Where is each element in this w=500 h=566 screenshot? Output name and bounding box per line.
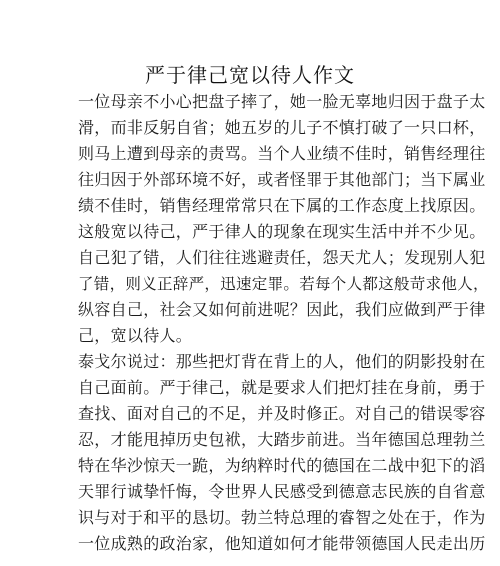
paragraph-line: 特在华沙惊天一跪，为纳粹时代的德国在二战中犯下的滔	[78, 456, 486, 475]
paragraph-line: 忍，才能甩掉历史包袱，大踏步前进。当年德国总理勃兰	[78, 430, 486, 449]
paragraph-line: 一位成熟的政治家，他知道如何才能带领德国人民走出历	[78, 534, 486, 553]
paragraph-line: 查找、面对自己的不足，并及时修正。对自己的错误零容	[78, 404, 486, 423]
paragraph-line: 绩不佳时，销售经理常常只在下属的工作态度上找原因。	[78, 196, 486, 215]
paragraph-line: 自己犯了错，人们往往逃避责任，怨天尤人；发现别人犯	[78, 248, 486, 267]
paragraph-line: 了错，则义正辞严，迅速定罪。若每个人都这般苛求他人，	[78, 275, 489, 293]
paragraph-line: 天罪行诚挚忏悔，令世界人民感受到德意志民族的自省意	[78, 482, 486, 501]
paragraph-line: 识与对于和平的恳切。勃兰特总理的睿智之处在于，作为	[78, 508, 486, 527]
paragraph-line: 往归因于外部环境不好，或者怪罪于其他部门；当下属业	[78, 170, 486, 189]
paragraph-line: 纵容自己，社会又如何前进呢？因此，我们应做到严于律	[78, 300, 486, 319]
paragraph-line: 一位母亲不小心把盘子摔了，她一脸无辜地归因于盘子太	[78, 92, 486, 111]
paragraph-line: 则马上遭到母亲的责骂。当个人业绩不佳时，销售经理往	[78, 144, 486, 163]
paragraph-line: 己，宽以待人。	[78, 326, 193, 345]
document-title: 严于律己宽以待人作文	[145, 63, 355, 87]
paragraph-line: 滑，而非反躬自省；她五岁的儿子不慎打破了一只口杯，	[78, 118, 486, 137]
paragraph-line: 自己面前。严于律己，就是要求人们把灯挂在身前，勇于	[78, 378, 486, 397]
paragraph-line: 这般宽以待己，严于律人的现象在现实生活中并不少见。	[78, 222, 486, 241]
paragraph-line: 泰戈尔说过：那些把灯背在背上的人，他们的阴影投射在	[78, 352, 486, 371]
